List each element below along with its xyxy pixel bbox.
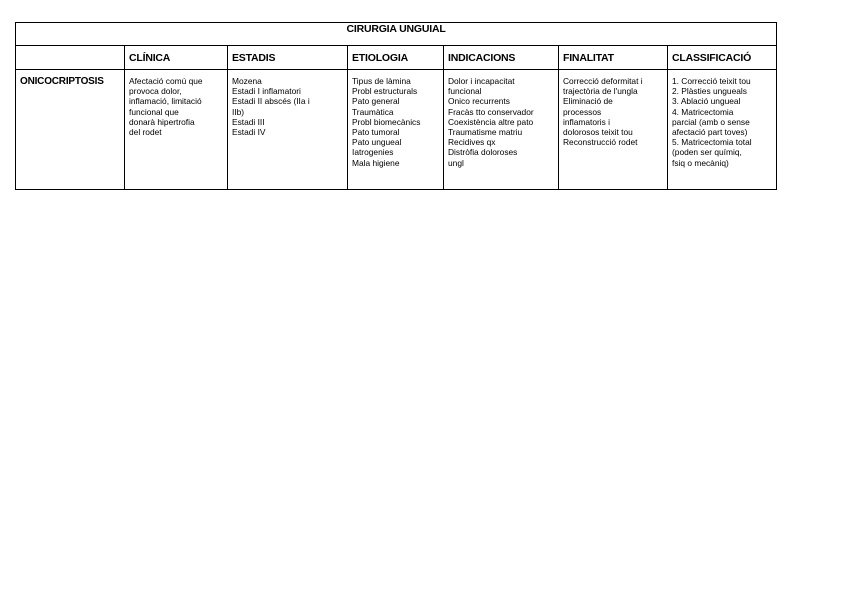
cell-line: Probl estructurals [352, 86, 418, 97]
cell-classificacio [668, 70, 777, 190]
cell-line: 4. Matricectomia [672, 106, 734, 117]
cell-line: Estadi III [232, 116, 265, 127]
cell-line: inflamatoris i [563, 116, 611, 127]
cell-line: processos [563, 106, 602, 117]
cell-line: Onico recurrents [448, 96, 510, 107]
cell-line: Coexistència altre pato [448, 116, 534, 127]
cell-line: donarà hipertrofia [129, 116, 195, 127]
cell-line: 3. Ablació ungueal [672, 96, 741, 107]
cell-line: Mala higiene [352, 157, 400, 168]
cell-line: inflamació, limitació [129, 96, 202, 107]
cell-line: Probl biomecànics [352, 116, 421, 127]
cell-line: Pato ungueal [352, 137, 402, 148]
cell-line: fsiq o mecàniq) [672, 157, 729, 168]
cell-line: Tipus de làmina [352, 76, 411, 86]
cell-line: Correcció deformitat i [563, 76, 643, 86]
cell-line: ungl [448, 157, 464, 168]
header-empty-cell [16, 46, 125, 70]
cell-line: Iatrogenies [352, 147, 394, 158]
header-classificacio: CLASSIFICACIÓ [668, 46, 777, 70]
cell-line: Mozena [232, 76, 262, 86]
cell-line: provoca dolor, [129, 86, 182, 97]
cell-line: Reconstrucció rodet [563, 137, 638, 148]
cell-line: Recidives qx [448, 137, 496, 148]
cell-finalitat [559, 70, 668, 190]
cell-line: 1. Correcció teixit tou [672, 76, 751, 86]
cell-line: Dolor i incapacitat [448, 76, 515, 86]
cell-line: Traumàtica [352, 106, 394, 117]
cell-line: parcial (amb o sense [672, 116, 750, 127]
header-etiologia: ETIOLOGIA [348, 46, 444, 70]
header-row [16, 46, 777, 70]
table-title: CIRURGIA UNGUIAL [16, 23, 777, 46]
cell-line: afectació part toves) [672, 127, 748, 138]
cell-estadis [228, 70, 348, 190]
header-clinica: CLÍNICA [125, 46, 228, 70]
cell-line: Estadi II abscés (IIa i [232, 96, 310, 107]
cell-line: 2. Plàsties ungueals [672, 86, 747, 97]
cell-line: trajectòria de l'ungla [563, 86, 638, 97]
cell-line: Pato tumoral [352, 127, 400, 138]
cell-clinica [125, 70, 228, 190]
cell-line: dolorosos teixit tou [563, 127, 633, 138]
cirurgia-unguial-table [15, 22, 777, 190]
header-estadis: ESTADIS [228, 46, 348, 70]
header-indicacions: INDICACIONS [444, 46, 559, 70]
title-row [16, 23, 777, 46]
cell-line: (poden ser químiq, [672, 147, 742, 158]
header-finalitat: FINALITAT [559, 46, 668, 70]
cell-line: Fracàs tto conservador [448, 106, 534, 117]
cell-line: Eliminació de [563, 96, 613, 107]
cell-line: Estadi IV [232, 127, 266, 138]
cell-line: del rodet [129, 127, 162, 138]
cell-indicacions [444, 70, 559, 190]
cell-line: Afectació comú que [129, 76, 203, 86]
cell-etiologia [348, 70, 444, 190]
cell-line: Distròfia doloroses [448, 147, 518, 158]
cell-line: Estadi I inflamatori [232, 86, 301, 97]
row-label: ONICOCRIPTOSIS [16, 70, 125, 190]
table-row [16, 70, 777, 190]
cell-line: funcional que [129, 106, 179, 117]
cell-line: funcional [448, 86, 482, 97]
cell-line: IIb) [232, 106, 245, 117]
cell-line: 5. Matricectomia total [672, 137, 752, 148]
cell-line: Traumatisme matriu [448, 127, 523, 138]
cell-line: Pato general [352, 96, 400, 107]
